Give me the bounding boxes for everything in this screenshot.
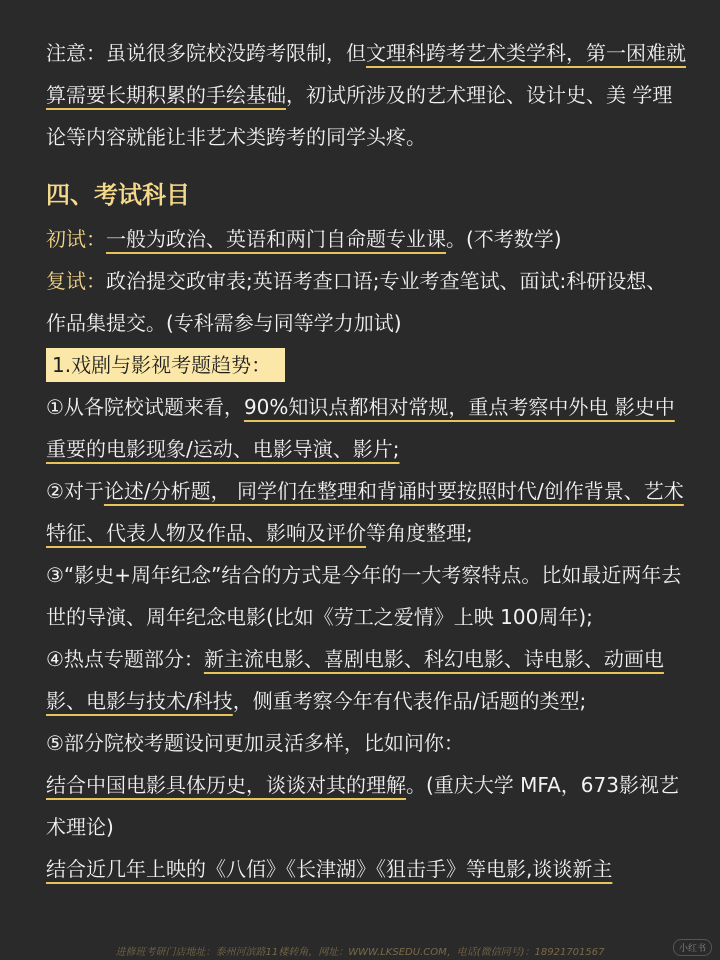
trend-heading: 1.戏剧与影视考题趋势： [46, 348, 285, 382]
note-text: 注意：虽说很多院校没跨考限制，但 [46, 41, 366, 65]
retest-text: 政治提交政审表;英语考查口语;专业考查笔试、面试:科研设想、作品集提交。(专科需参与同等学力加试) [46, 269, 667, 335]
retest-line [46, 260, 686, 344]
item-2-end: 等角度整理; [366, 521, 473, 545]
item-1-intro: ①从各院校试题来看， [46, 395, 244, 419]
footer-watermark: 进修班考研门店地址：泰州河滨路11楼转角，网址：WWW.LKSEDU.COM，电话(微信同号)：18921701567 [115, 947, 605, 958]
question-2-underlined: 结合近几年上映的《八佰》《长津湖》《狙击手》等电影,谈谈新主 [46, 857, 613, 881]
initial-exam-subjects: 一般为政治、英语和两门自命题专业课 [106, 227, 446, 251]
item-4-end: ，侧重考察今年有代表作品/话题的类型; [232, 689, 587, 713]
document-body [46, 32, 686, 890]
note-text-end: ，初试所涉及的艺术理论、设计史、美 学理论等内容就能让非艺术类跨考的同学头疼。 [46, 83, 673, 149]
item-5: ⑤部分院校考题设问更加灵活多样，比如问你： [46, 731, 464, 755]
note-underlined-text: 文理科跨考艺术类学科，第一困难就算需要长期积累的手绘基础 [46, 41, 686, 107]
initial-exam-note: 。(不考数学) [446, 227, 562, 251]
question-1-underlined: 结合中国电影具体历史，谈谈对其的理解 [46, 773, 406, 797]
question-1-source: 。(重庆大学 MFA，673影视艺术理论) [46, 773, 679, 839]
question-2 [46, 848, 686, 890]
platform-badge: 小红书 [673, 939, 712, 956]
initial-exam-line [46, 218, 686, 260]
item-2 [46, 470, 686, 554]
item-2-underlined: 论述/分析题， 同学们在整理和背诵时要按照时代/创作背景、艺术特征、代表人物及作品、影响及评价 [46, 479, 684, 545]
item-4 [46, 638, 686, 722]
item-1-underlined: 90%知识点都相对常规，重点考察中外电 影史中重要的电影现象/运动、电影导演、影片; [46, 395, 675, 461]
retest-label: 复试： [46, 269, 106, 293]
item-3: ③“影史+周年纪念”结合的方式是今年的一大考察特点。比如最近两年去世的导演、周年纪念电影(比如《劳工之爱情》上映 100周年); [46, 563, 682, 629]
item-4-underlined: 新主流电影、喜剧电影、科幻电影、诗电影、动画电影、电影与技术/科技 [46, 647, 664, 713]
note-paragraph [46, 32, 686, 158]
question-1 [46, 764, 686, 848]
item-1 [46, 386, 686, 470]
section-title: 四、考试科目 [46, 181, 190, 209]
initial-exam-label: 初试： [46, 227, 106, 251]
item-2-intro: ②对于 [46, 479, 104, 503]
item-4-intro: ④热点专题部分： [46, 647, 204, 671]
